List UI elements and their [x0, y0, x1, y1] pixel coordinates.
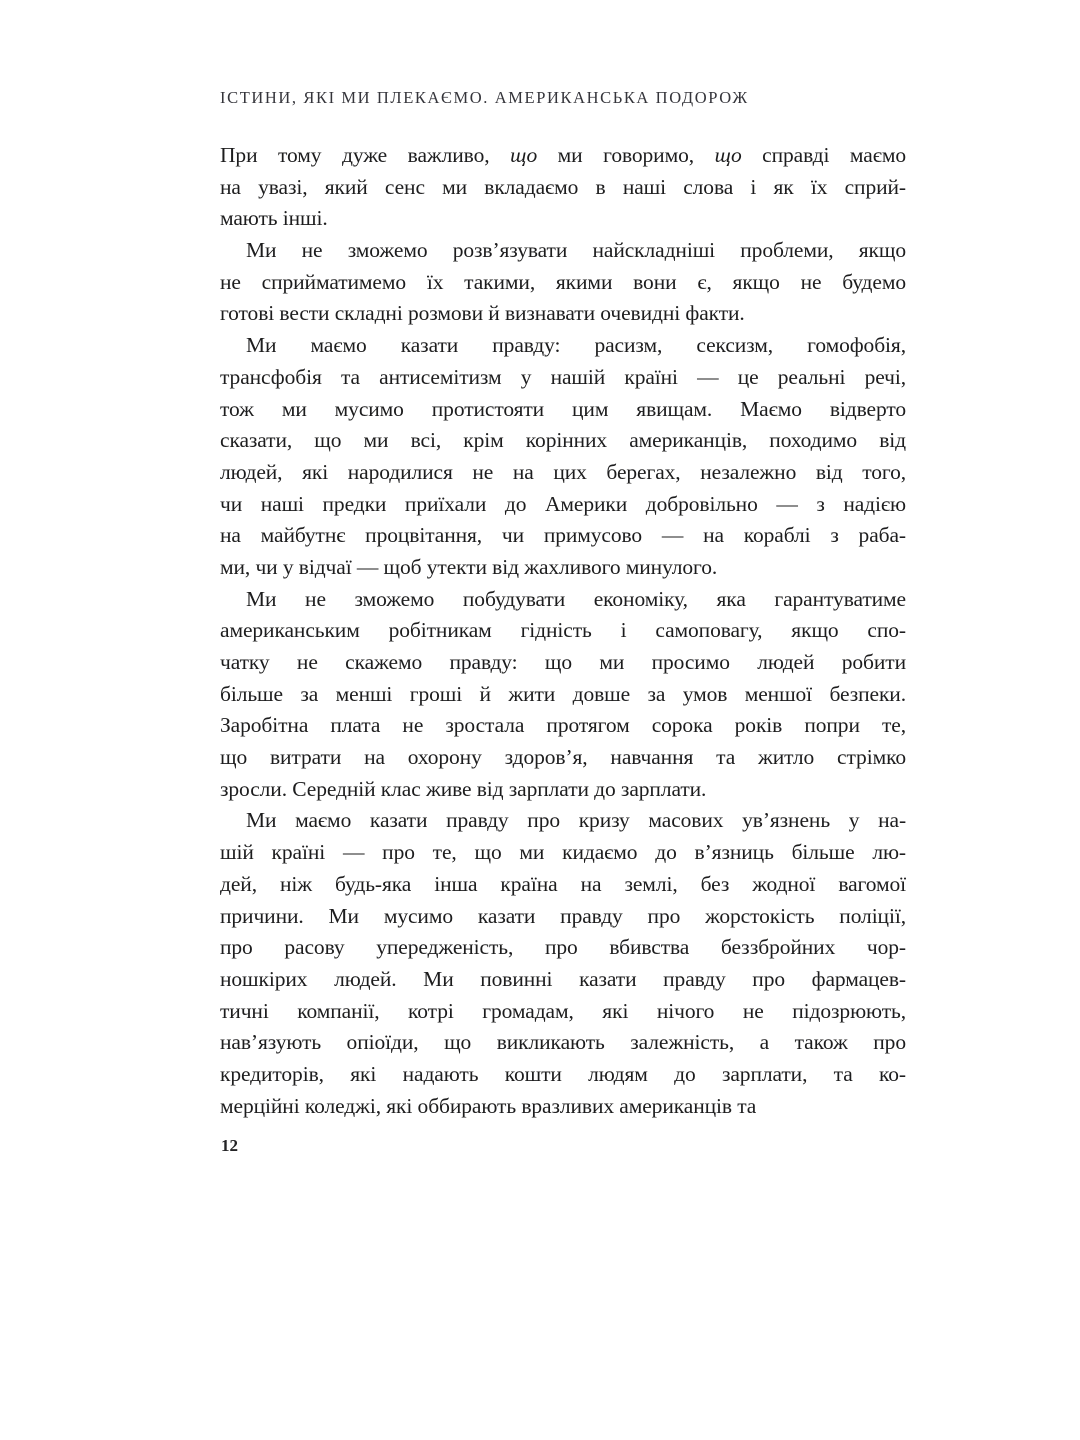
text-line: нав’язують опіоїди, що викликають залежність, а також про	[220, 1030, 906, 1055]
running-head: ІСТИНИ, ЯКІ МИ ПЛЕКАЄМО. АМЕРИКАНСЬКА ПОДОРОЖ	[220, 88, 749, 107]
text-line: тичні компанії, котрі громадам, які нічого не підозрюють,	[220, 998, 906, 1023]
text-line: готові вести складні розмови й визнавати очевидні факти.	[220, 301, 745, 326]
text-line: мають інші.	[220, 206, 328, 231]
text-line: людей, які народилися не на цих берегах, незалежно від того,	[220, 459, 906, 484]
text-line: кредиторів, які надають кошти людям до зарплати, та ко-	[220, 1061, 906, 1086]
text-line: причини. Ми мусимо казати правду про жорстокість поліції,	[220, 903, 906, 928]
text-line: Ми маємо казати правду про кризу масових ув’язнень у на-	[246, 808, 906, 833]
text-line: ми, чи у відчаї — щоб утекти від жахливого минулого.	[220, 554, 718, 579]
text-line: на увазі, який сенс ми вкладаємо в наші слова і як їх сприй-	[220, 174, 906, 199]
text-line: не сприйматимемо їх такими, якими вони є, якщо не будемо	[220, 269, 906, 294]
text-line: на майбутнє процвітання, чи примусово — на кораблі з раба-	[220, 523, 906, 548]
paragraph	[220, 330, 906, 584]
text-line: При тому дуже важливо, що ми говоримо, що справді маємо	[220, 143, 906, 167]
text-line: про расову упередженість, про вбивства беззбройних чор-	[220, 935, 906, 960]
text-line: трансфобія та антисемітизм у нашій країні — це реальні речі,	[220, 364, 906, 389]
text-line: дей, ніж будь-яка інша країна на землі, без жодної вагомої	[220, 871, 906, 896]
text-line: Ми маємо казати правду: расизм, сексизм, гомофобія,	[246, 333, 906, 358]
text-line: сказати, що ми всі, крім корінних американців, походимо від	[220, 428, 906, 453]
text-line: тож ми мусимо протистояти цим явищам. Маємо відверто	[220, 396, 906, 421]
text-line: ношкірих людей. Ми повинні казати правду про фармацев-	[220, 966, 906, 991]
paragraph	[220, 140, 906, 235]
text-line: Заробітна плата не зростала протягом сорока років попри те,	[220, 713, 906, 738]
text-line: чатку не скажемо правду: що ми просимо людей робити	[220, 650, 906, 674]
text-line: більше за менші гроші й жити довше за умов меншої безпеки.	[220, 681, 906, 706]
text-line: зросли. Середній клас живе від зарплати до зарплати.	[220, 776, 707, 801]
text-line: Ми не зможемо розв’язувати найскладніші проблеми, якщо	[246, 238, 906, 263]
paragraph	[220, 235, 906, 330]
text-line: шій країні — про те, що ми кидаємо до в’язниць більше лю-	[220, 840, 906, 865]
text-line: американським робітникам гідність і самоповагу, якщо спо-	[220, 618, 906, 643]
body-text	[220, 140, 906, 1122]
text-line: мерційні коледжі, які оббирають вразливих американців та	[220, 1093, 757, 1118]
page-number: 12	[221, 1136, 238, 1155]
paragraph	[220, 805, 906, 1122]
text-line: Ми не зможемо побудувати економіку, яка гарантуватиме	[246, 586, 906, 611]
text-line: чи наші предки приїхали до Америки добровільно — з надією	[220, 491, 906, 516]
text-line: що витрати на охорону здоров’я, навчання та житло стрімко	[220, 745, 906, 770]
paragraph	[220, 584, 906, 806]
